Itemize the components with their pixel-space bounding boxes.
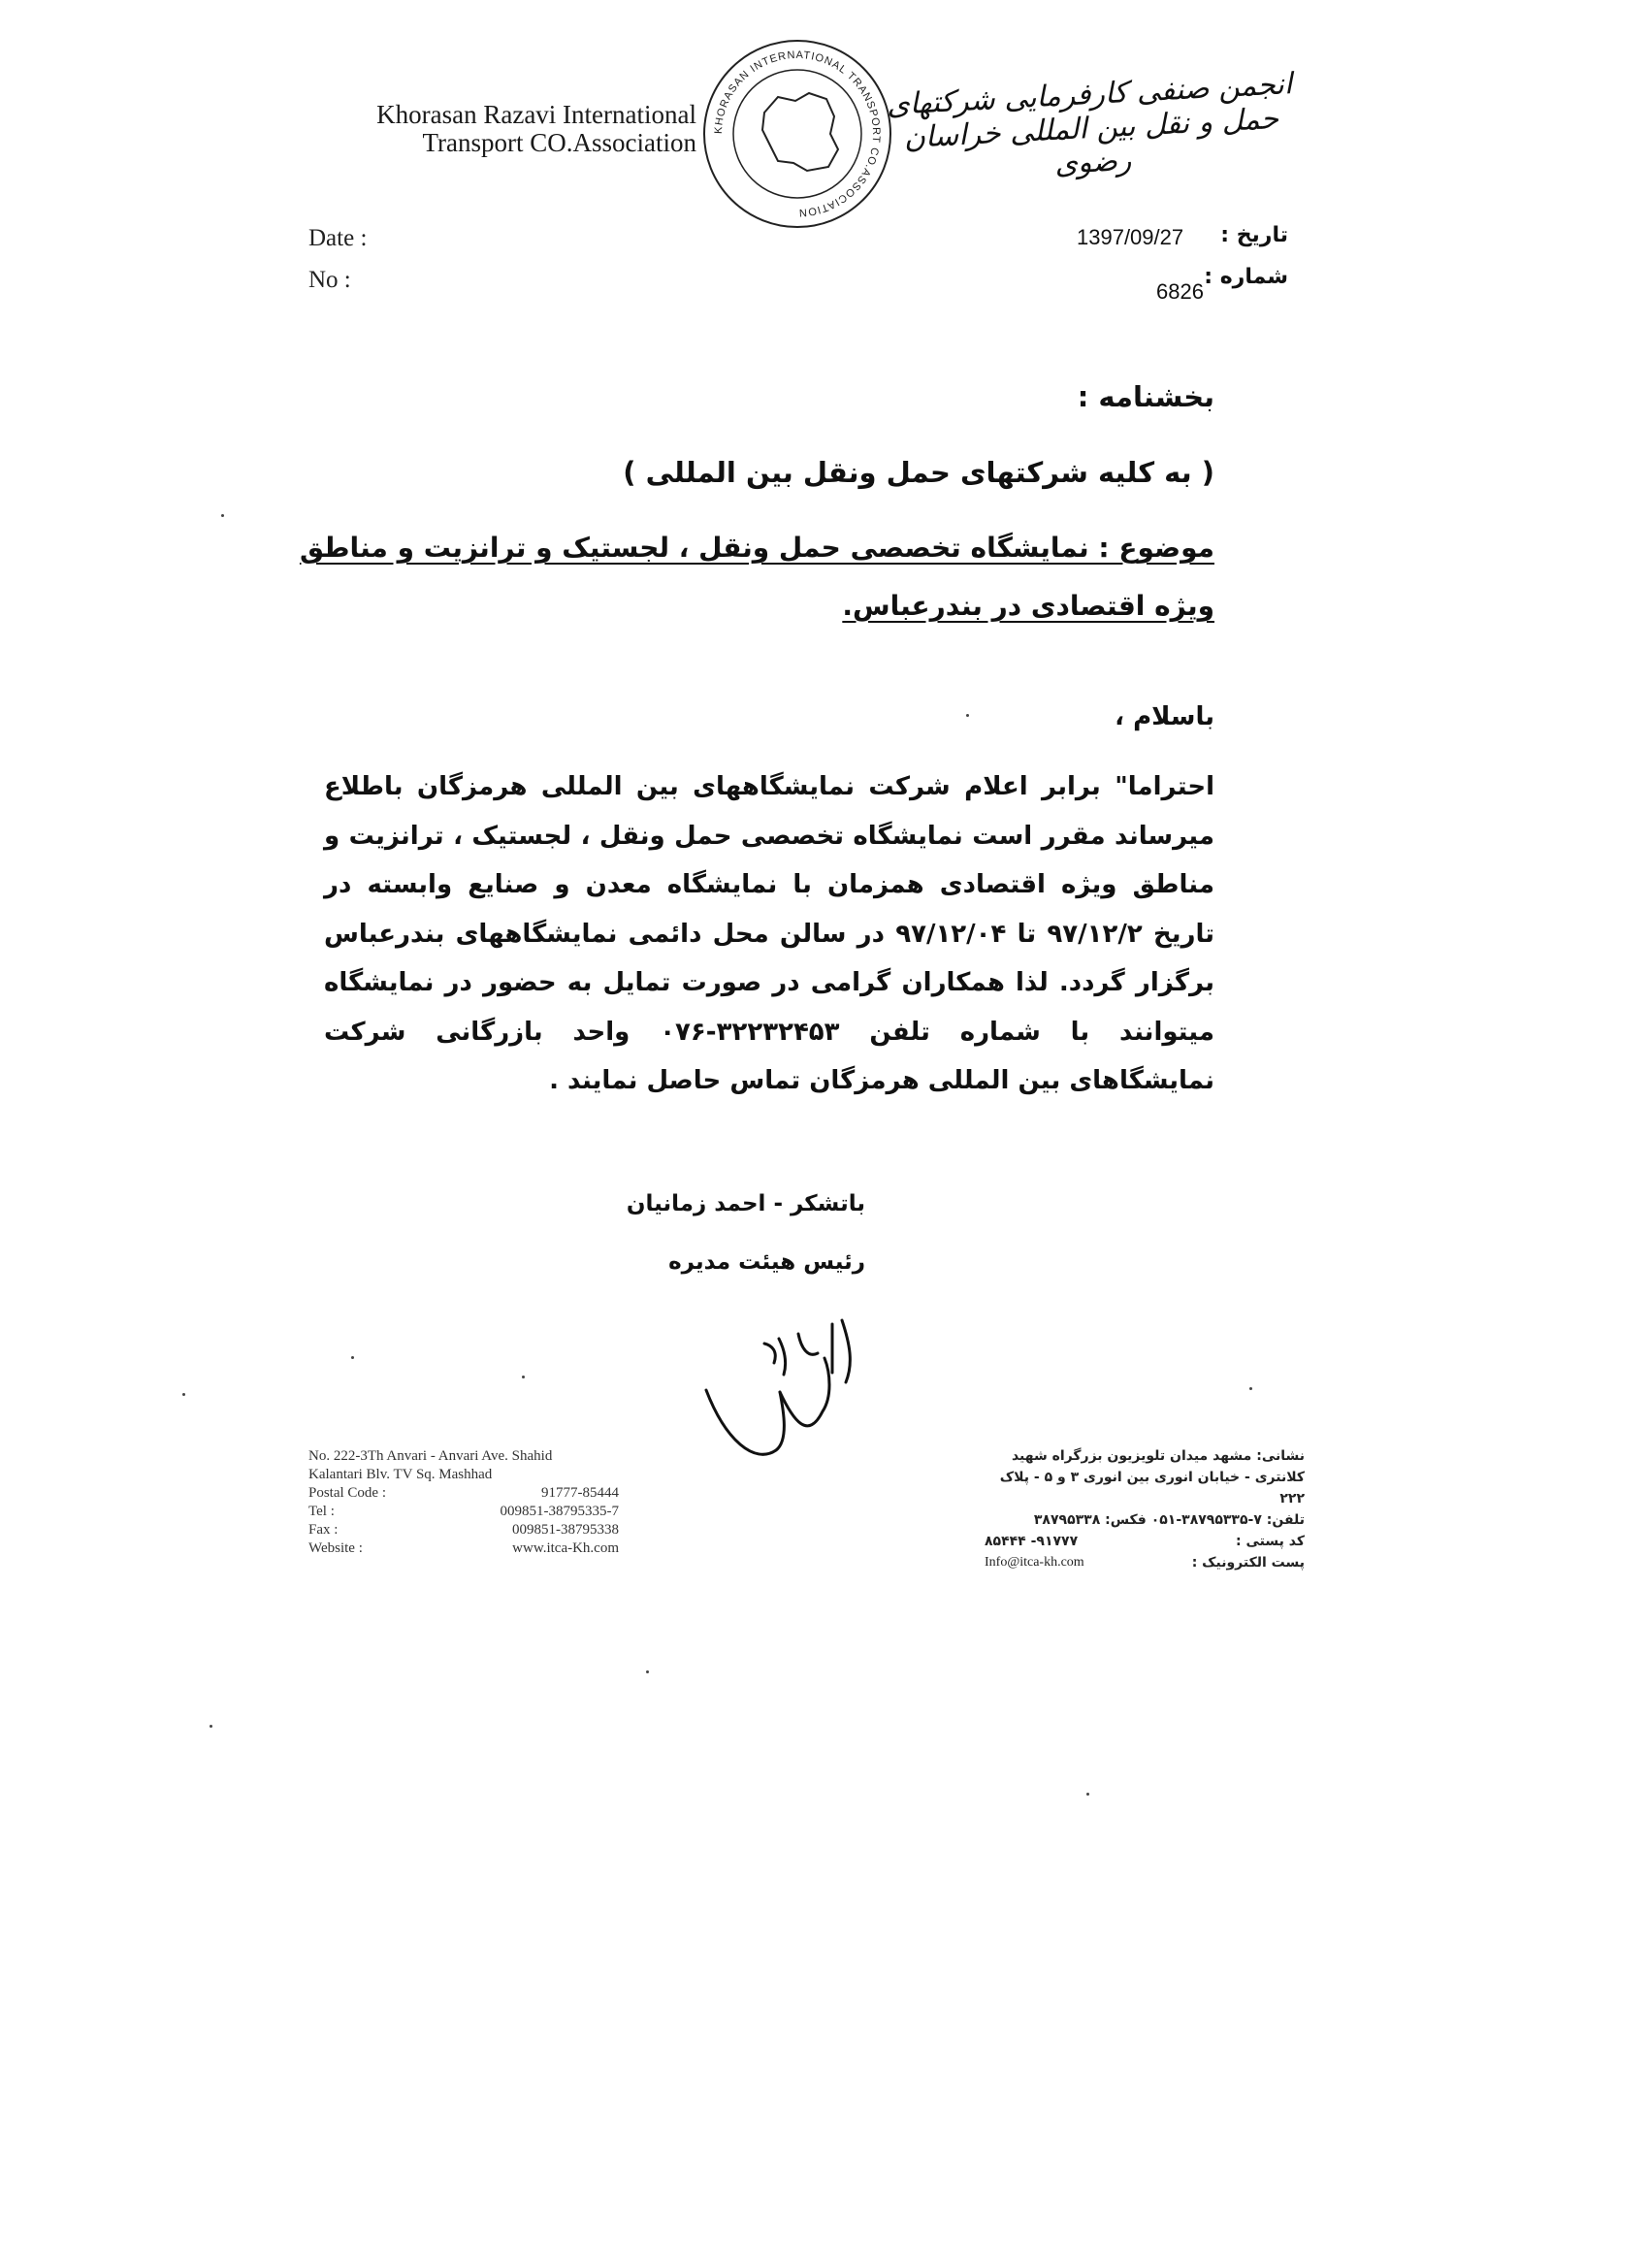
footer-fa-phone-line: تلفن: ۷-۳۸۷۹۵۳۳۵-۰۵۱ فکس: ۳۸۷۹۵۳۳۸: [1033, 1512, 1305, 1528]
association-seal: [700, 37, 894, 231]
footer-fa-email-label: پست الکترونیک :: [1191, 1555, 1305, 1571]
footer-en-postal-row: [308, 1484, 619, 1503]
letter-recipient: ( به کلیه شرکتهای حمل ونقل بین المللی ): [623, 456, 1214, 489]
footer-en-tel-value: 009851-38795335-7: [500, 1504, 619, 1519]
number-label-en: No :: [308, 267, 351, 293]
footer-en-fax-row: [308, 1521, 619, 1539]
seal-text: KHORASAN INTERNATIONAL TRANSPORT CO.ASSOCIATION: [712, 49, 883, 219]
footer-en-tel-label: Tel :: [308, 1504, 335, 1519]
footer-fa-postal-value: ۹۱۷۷۷- ۸۵۴۴۴: [985, 1534, 1079, 1549]
scan-speck: [221, 514, 224, 517]
footer-en-address-line1: No. 222-3Th Anvari - Anvari Ave. Shahid: [308, 1448, 553, 1464]
number-value: 6826: [1156, 279, 1204, 304]
organization-name-en-line1: Khorasan Razavi International: [376, 100, 696, 129]
scan-speck: [210, 1725, 212, 1728]
svg-text:KHORASAN INTERNATIONAL TRANSPO: [713, 49, 882, 218]
footer-en-postal-value: 91777-85444: [541, 1485, 619, 1501]
signature-closing: باتشکر - احمد زمانیان: [626, 1191, 865, 1216]
footer-en-address-line2: Kalantari Blv. TV Sq. Mashhad: [308, 1467, 493, 1482]
letter-subject: موضوع : نمایشگاه تخصصی حمل ونقل ، لجستیک و ترانزیت و مناطق ویژه اقتصادی در بندرعباس.: [299, 532, 1214, 622]
scan-speck: [1086, 1793, 1089, 1796]
scan-speck: [182, 1393, 185, 1396]
iran-map-icon: [762, 93, 838, 171]
handwritten-signature: [687, 1305, 881, 1499]
footer-address-en: [308, 1447, 619, 1558]
scan-speck: [1249, 1387, 1252, 1390]
footer-fa-address-line1: نشانی: مشهد میدان تلویزیون بزرگراه شهید: [1011, 1448, 1305, 1464]
footer-fa-address-line2: کلانتری - خیابان انوری بین انوری ۳ و ۵ - پلاک ۲۲۲: [999, 1470, 1305, 1507]
scan-speck: [646, 1670, 649, 1673]
footer-en-postal-label: Postal Code :: [308, 1485, 387, 1501]
footer-fa-postal-label: کد پستی :: [1236, 1534, 1305, 1549]
footer-address-fa: [985, 1445, 1305, 1573]
organization-name-en-line2: Transport CO.Association: [422, 128, 696, 157]
organization-name-en: [308, 101, 696, 157]
scan-speck: [966, 714, 969, 717]
letter-type: بخشنامه :: [1077, 380, 1214, 413]
organization-name-fa: انجمن صنفی کارفرمایی شرکتهای حمل و نقل بین المللی خراسان رضوی: [886, 67, 1293, 181]
letter-body: احتراما" برابر اعلام شرکت نمایشگاههای بین المللی هرمزگان باطلاع میرساند مقرر است نمایشگاه تخصصی حمل ونقل ، لجستیک ، ترانزیت و مناطق ویژه اقتصادی همزمان با نمایشگاه معدن و صنایع وابسته در تاریخ ۹۷/۱۲/۲ تا ۹۷/۱۲/۰۴ در سالن محل دائمی نمایشگاههای بندرعباس برگزار گردد. لذا همکاران گرامی در صورت تمایل به حضور در نمایشگاه میتوانند با شماره تلفن ۳۲۲۳۲۴۵۳-۰۷۶ واحد بازرگانی شرکت نمایشگاهای بین المللی هرمزگان تماس حاصل نمایند .: [324, 772, 1214, 1095]
date-value: 1397/09/27: [1077, 225, 1184, 249]
footer-en-website-label: Website :: [308, 1540, 363, 1556]
signature-title: رئیس هیئت مدیره: [668, 1249, 865, 1275]
number-label-fa: شماره :: [1204, 265, 1288, 289]
scan-speck: [522, 1376, 525, 1378]
footer-fa-email-row: [985, 1552, 1305, 1573]
footer-en-website-row: [308, 1539, 619, 1558]
footer-fa-email-value: Info@itca-kh.com: [985, 1555, 1084, 1570]
scan-speck: [351, 1356, 354, 1359]
footer-en-website-value: www.itca-Kh.com: [512, 1540, 619, 1556]
footer-en-fax-label: Fax :: [308, 1522, 339, 1538]
date-label-fa: تاریخ :: [1220, 223, 1288, 247]
date-label-en: Date :: [308, 225, 368, 251]
footer-fa-postal-row: [985, 1531, 1305, 1552]
footer-en-fax-value: 009851-38795338: [512, 1522, 619, 1538]
letter-greeting: باسلام ،: [1115, 702, 1214, 731]
footer-en-tel-row: [308, 1503, 619, 1521]
